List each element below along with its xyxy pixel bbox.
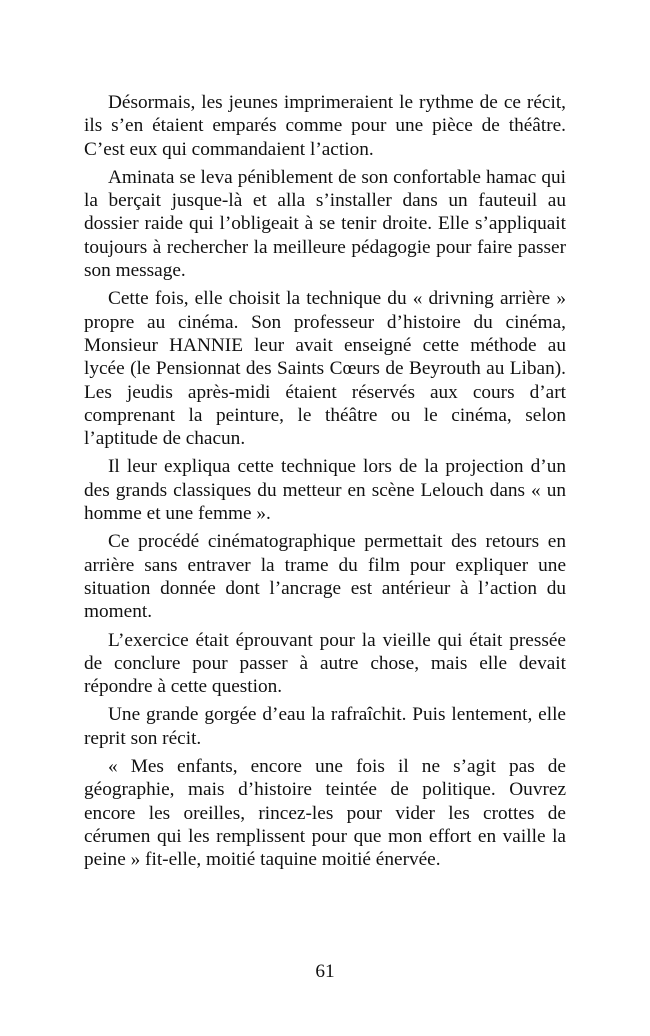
page-number: 61 <box>315 961 335 982</box>
paragraph-6: L’exercice était éprouvant pour la vieille qui était pressée de conclure pour passer à autre chose, mais elle devait répondre à cette question. <box>84 629 566 698</box>
paragraph-8: « Mes enfants, encore une fois il ne s’agit pas de géographie, mais d’histoire teintée de politique. Ouvrez encore les oreilles, rincez-les pour vider les crottes de cérumen qui les remplissent pour que mon effort en vaille la peine » fit-elle, moitié taquine moitié énervée. <box>84 756 566 871</box>
paragraph-2: Aminata se leva péniblement de son confortable hamac qui la berçait jusque-là et alla s’installer dans un fauteuil au dossier raide qui l’obligeait à se tenir droite. Elle s’appliquait toujours à rechercher la meilleure pédagogie pour faire passer son message. <box>84 166 566 282</box>
paragraph-7: Une grande gorgée d’eau la rafraîchit. Puis lentement, elle reprit son récit. <box>84 704 566 749</box>
paragraph-5: Ce procédé cinématographique permettait des retours en arrière sans entraver la trame du film pour expliquer une situation donnée dont l’ancrage est antérieur à l’action du moment. <box>84 531 566 623</box>
paragraph-1: Désormais, les jeunes imprimeraient le rythme de ce récit, ils s’en étaient emparés comme pour une pièce de théâtre. C’est eux qui commandaient l’action. <box>84 92 566 160</box>
paragraph-4: Il leur expliqua cette technique lors de la projection d’un des grands classiques du metteur en scène Lelouch dans « un homme et une femme ». <box>84 456 566 525</box>
paragraph-3: Cette fois, elle choisit la technique du « drivning arrière » propre au cinéma. Son professeur d’histoire du cinéma, Monsieur HANNIE leur avait enseigné cette méthode au lycée (le Pensionnat des Saints Cœurs de Beyrouth au Liban). Les jeudis après-midi étaient réservés aux cours d’art comprenant la peinture, le théâtre ou le cinéma, selon l’aptitude de chacun. <box>84 288 566 450</box>
page-body-text <box>84 91 566 877</box>
